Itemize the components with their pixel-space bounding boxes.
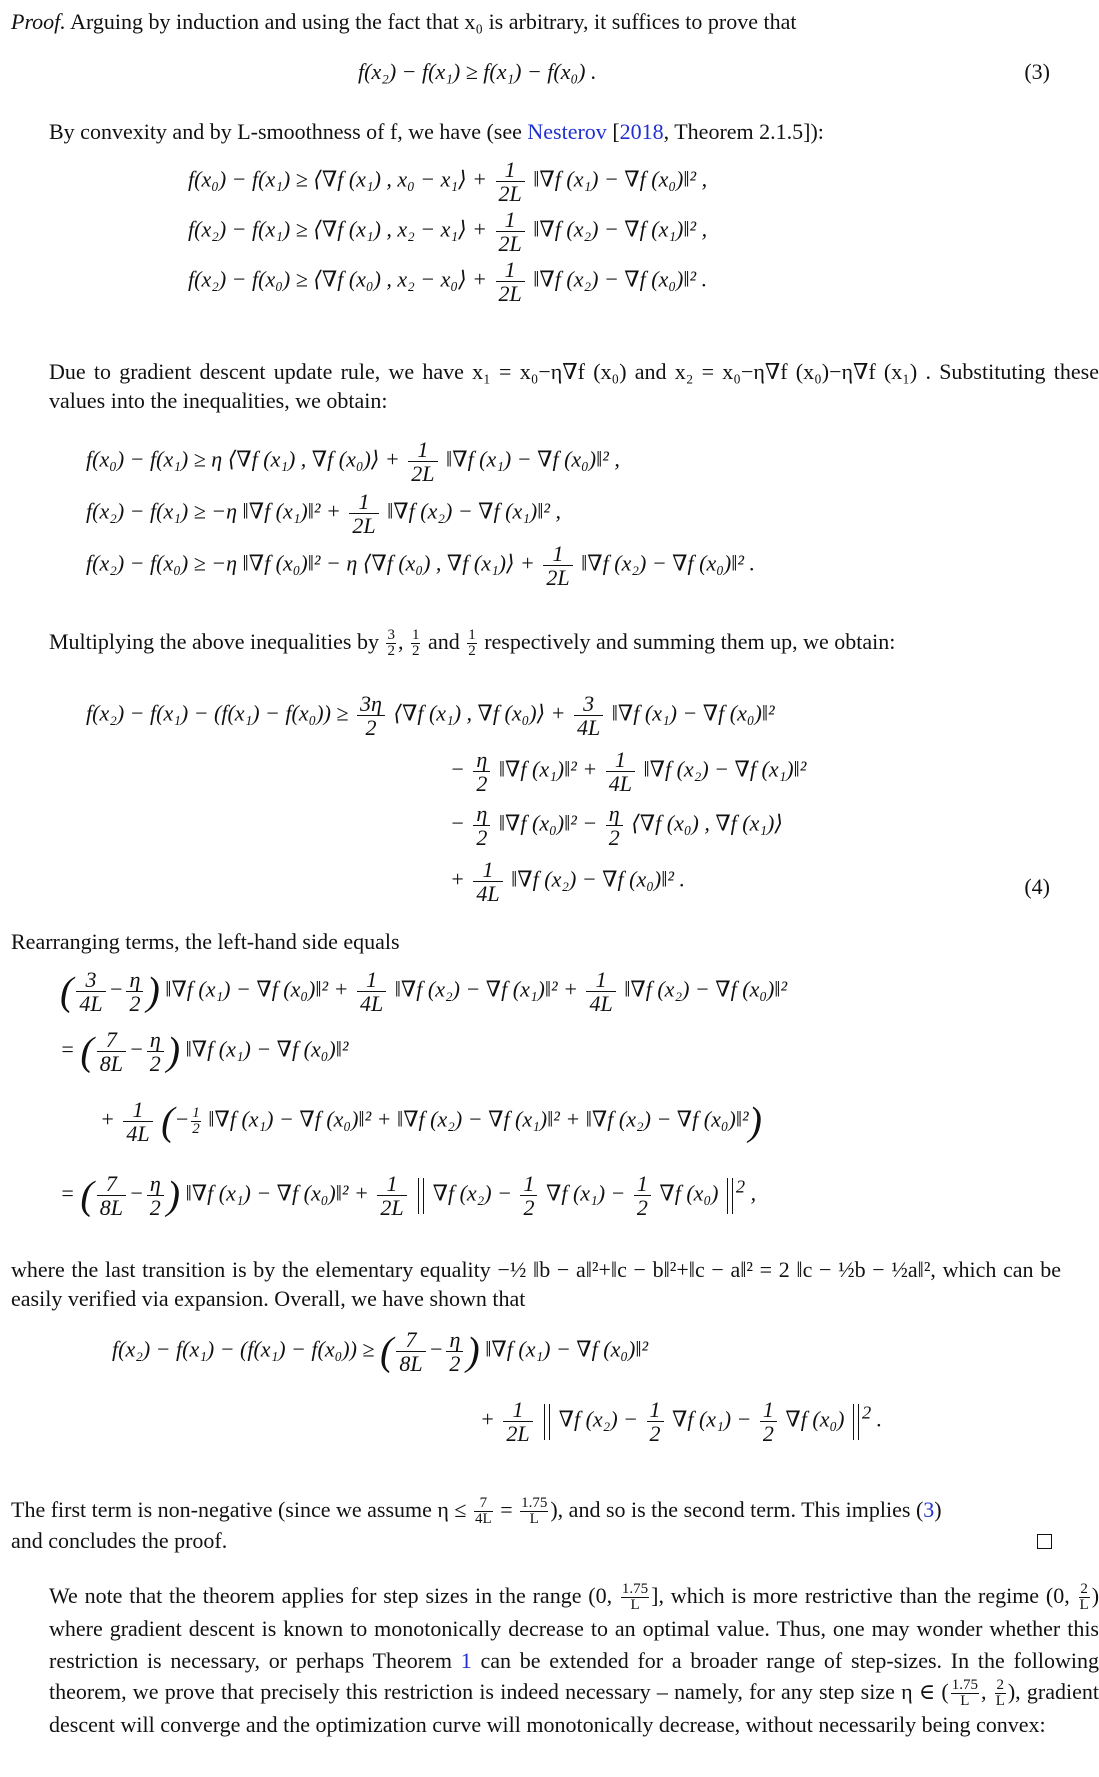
inequality-b-2 — [86, 490, 561, 537]
equation-4-term: ⟨∇f (x₁) , ∇f (x₀)⟩ + — [393, 700, 566, 726]
fraction-eta-over-2: $\frac{\eta}{2}$ — [473, 802, 490, 849]
fraction-2-over-L: $\frac{2}{L}$ — [995, 1677, 1005, 1710]
equation-4-term: ‖∇f (x₂) − ∇f (x₁)‖² — [643, 756, 807, 782]
convexity-paragraph — [11, 118, 1099, 147]
final-term: ∇f (x₀) — [785, 1406, 845, 1432]
fraction-one-half: $\frac{1}{2}$ — [468, 627, 476, 660]
inequality-lhs: f(x₂) − f(x₁) ≥ −η ‖∇f (x₁)‖² + — [86, 498, 341, 524]
equation-4-term: ‖∇f (x₁) − ∇f (x₀)‖² — [611, 700, 775, 726]
inequality-b-3 — [86, 542, 755, 589]
equation-number-4: (4) — [1024, 874, 1050, 899]
norm-bar-right — [727, 1178, 733, 1214]
rearranged-line-4: = ( $\frac{7}{8L}$ − $\frac{\eta}{2}$ ) ‖∇f (x₁) − ∇f (x₀)‖² + $\frac{1}{2L}$ ∇f (x₂) − $\frac{1}{2}$ ∇f (x₁) − $\frac{1}{2}$ ∇f (x₀) $^2$ , — [60, 1171, 757, 1221]
fraction-one-half: $\frac{1}{2}$ — [192, 1105, 200, 1138]
fraction-1-over-4L: $\frac{1}{4L}$ — [606, 748, 635, 795]
note-paragraph: We note that the theorem applies for step sizes in the range (0, $\frac{1.75}{L}$ ], which is more restrictive than the regime (0, $\frac{2}{L}$ ) where gradient descent is known to monotonically decrease to an optimal value. Thus, one may wonder whether this restriction is necessary, or perhaps Theorem 1 can be extended for a broader range of step-sizes. In the following theorem, we prove that precisely this restriction is indeed necessary – namely, for any step size η ∈ ( $\frac{1.75}{L}$ , $\frac{2}{L}$ ), gradient descent will converge and the optimization curve will monotonically decrease, without necessarily being convex: — [49, 1581, 1099, 1738]
equation-4-lhs: f(x₂) − f(x₁) − (f(x₁) − f(x₀)) ≥ — [86, 700, 349, 726]
fraction-3-over-4L: $\frac{3}{4L}$ — [574, 692, 603, 739]
fraction-7-over-8L: $\frac{7}{8L}$ — [396, 1328, 425, 1375]
fraction-1-over-4L: $\frac{1}{4L}$ — [586, 968, 615, 1015]
inequality-rhs: ‖∇f (x₂) − ∇f (x₀)‖² . — [581, 550, 755, 576]
fraction-2-over-L: $\frac{2}{L}$ — [1079, 1581, 1089, 1614]
norm-bar-right — [853, 1404, 859, 1440]
fraction-one-over-2L: $\frac{1}{2L}$ — [503, 1398, 532, 1445]
fraction-7-over-8L: $\frac{7}{8L}$ — [97, 1028, 126, 1075]
rearranged-term: ∇f (x₁) − — [545, 1180, 626, 1206]
rearranged-term: ‖∇f (x₁) − ∇f (x₀)‖² + ‖∇f (x₂) − ∇f (x₁)‖² + ‖∇f (x₂) − ∇f (x₀)‖² — [208, 1106, 749, 1132]
citation-year-link[interactable]: 2018 — [619, 119, 664, 144]
final-inequality-line-2: + $\frac{1}{2L}$ ∇f (x₂) − $\frac{1}{2}$ ∇f (x₁) − $\frac{1}{2}$ ∇f (x₀) $^2$ . — [480, 1397, 883, 1447]
fraction-one-over-2L: $\frac{1}{2L}$ — [496, 258, 525, 305]
where-paragraph: where the last transition is by the elementary equality −½ ‖b − a‖²+‖c − b‖²+‖c − a‖² = 2 ‖c − ½b − ½a‖², which can be easily verified via expansion. Overall, we have shown that — [11, 1257, 1061, 1311]
fraction-one-over-2L: $\frac{1}{2L}$ — [496, 158, 525, 205]
qed-box-icon — [1037, 1534, 1052, 1549]
first-term-text: ) — [934, 1497, 942, 1522]
fraction-one-over-2L: $\frac{1}{2L}$ — [349, 490, 378, 537]
fraction-1.75-over-L: $\frac{1.75}{L}$ — [621, 1581, 649, 1614]
equation-4-line-3: − $\frac{\eta}{2}$ ‖∇f (x₀)‖² − $\frac{\eta}{2}$ ⟨∇f (x₀) , ∇f (x₁)⟩ — [450, 801, 783, 851]
rearranged-term: ‖∇f (x₁) − ∇f (x₀)‖² + — [185, 1180, 369, 1206]
final-lhs: f(x₂) − f(x₁) − (f(x₁) − f(x₀)) ≥ — [112, 1336, 375, 1362]
note-text: ) where gradient descent is known to monotonically decrease to an optimal value. Thus, one may wonder whether this restriction is necessary, or perhaps Theorem — [49, 1583, 1099, 1673]
first-term-text: The first term is non-negative (since we assume η ≤ — [11, 1497, 467, 1522]
rearranged-term: ‖∇f (x₁) − ∇f (x₀)‖² + — [165, 976, 349, 1002]
equation-3-link[interactable]: 3 — [923, 1497, 935, 1522]
fraction-eta-over-2: $\frac{\eta}{2}$ — [126, 968, 143, 1015]
inequality-lhs: f(x₀) − f(x₁) ≥ ⟨∇f (x₁) , x₀ − x₁⟩ + — [188, 166, 487, 192]
fraction-1-over-4L: $\frac{1}{4L}$ — [473, 858, 502, 905]
proof-intro-text: Arguing by induction and using the fact that x₀ is arbitrary, it suffices to prove that — [70, 9, 797, 34]
norm-bar-left — [544, 1404, 550, 1440]
inequality-rhs: ‖∇f (x₂) − ∇f (x₀)‖² . — [533, 266, 708, 292]
fraction-three-halves: $\frac{3}{2}$ — [387, 627, 395, 660]
multiply-paragraph: Multiplying the above inequalities by $\frac{3}{2}$ , $\frac{1}{2}$ and $\frac{1}{2}$ respectively and summing them up, we obtain: — [49, 627, 896, 660]
fraction-one-over-2L: $\frac{1}{2L}$ — [377, 1172, 406, 1219]
fraction-7-over-8L: $\frac{7}{8L}$ — [97, 1172, 126, 1219]
note-text: can be extended for a broader range of step-sizes. In the following theorem, we prove that precisely this restriction is indeed necessary – namely, for any step size η ∈ ( — [49, 1647, 1099, 1704]
fraction-1.75-over-L: $\frac{1.75}{L}$ — [951, 1677, 978, 1710]
inequality-lhs: f(x₂) − f(x₁) ≥ ⟨∇f (x₁) , x₂ − x₁⟩ + — [188, 216, 487, 242]
fraction-eta-over-2: $\frac{\eta}{2}$ — [606, 802, 623, 849]
fraction-1.75-over-L: $\frac{1.75}{L}$ — [521, 1495, 548, 1528]
inequality-rhs: ‖∇f (x₁) − ∇f (x₀)‖² , — [446, 446, 620, 472]
final-term: ∇f (x₂) − — [558, 1406, 638, 1432]
fraction-eta-over-2: $\frac{\eta}{2}$ — [147, 1172, 164, 1219]
convexity-text: By convexity and by L-smoothness of f, we have (see — [49, 119, 528, 144]
multiply-rest: respectively and summing them up, we obtain: — [484, 629, 896, 654]
fraction-3-over-4L: $\frac{3}{4L}$ — [76, 968, 105, 1015]
note-text: ], which is more restrictive than the regime (0, — [651, 1583, 1070, 1608]
final-term: ∇f (x₁) − — [672, 1406, 752, 1432]
equals-sign: = — [500, 1497, 513, 1522]
inequality-lhs: f(x₂) − f(x₀) ≥ ⟨∇f (x₀) , x₂ − x₀⟩ + — [188, 266, 487, 292]
fraction-one-over-2L: $\frac{1}{2L}$ — [543, 542, 572, 589]
rearrange-paragraph: Rearranging terms, the left-hand side equals — [11, 929, 400, 954]
rearranged-term: ‖∇f (x₂) − ∇f (x₁)‖² + — [394, 976, 578, 1002]
fraction-1-over-4L: $\frac{1}{4L}$ — [123, 1098, 152, 1145]
equation-4-line-1 — [86, 692, 775, 739]
conclude-text: and concludes the proof. — [11, 1528, 228, 1554]
fraction-one-over-2L: $\frac{1}{2L}$ — [408, 438, 437, 485]
proof-intro — [11, 8, 1061, 37]
multiply-and: and — [427, 629, 460, 654]
rearranged-line-1: ( $\frac{3}{4L}$ − $\frac{\eta}{2}$ ) ‖∇f (x₁) − ∇f (x₀)‖² + $\frac{1}{4L}$ ‖∇f (x₂) − ∇f (x₁)‖² + $\frac{1}{4L}$ ‖∇f (x₂) − ∇f (x₀)‖² — [60, 967, 788, 1017]
rearranged-term: ‖∇f (x₁) − ∇f (x₀)‖² — [185, 1036, 349, 1062]
fraction-eta-over-2: $\frac{\eta}{2}$ — [446, 1328, 463, 1375]
fraction-one-half: $\frac{1}{2}$ — [634, 1172, 651, 1219]
inequality-a-1 — [188, 158, 707, 205]
fraction-eta-over-2: $\frac{\eta}{2}$ — [473, 748, 490, 795]
theorem-1-link[interactable]: 1 — [460, 1647, 472, 1673]
inequality-rhs: ‖∇f (x₂) − ∇f (x₁)‖² , — [533, 216, 708, 242]
proof-label: Proof. — [11, 9, 66, 34]
equation-4-line-4: + $\frac{1}{4L}$ ‖∇f (x₂) − ∇f (x₀)‖² . — [450, 857, 685, 907]
rearranged-term: ‖∇f (x₂) − ∇f (x₀)‖² — [624, 976, 788, 1002]
inequality-b-1 — [86, 438, 620, 485]
fraction-one-over-2L: $\frac{1}{2L}$ — [496, 208, 525, 255]
citation-rest: , Theorem 2.1.5]): — [663, 119, 824, 144]
final-term: ‖∇f (x₁) − ∇f (x₀)‖² — [485, 1336, 649, 1362]
first-term-text: ), and so is the second term. This implies ( — [550, 1497, 924, 1522]
fraction-eta-over-2: $\frac{\eta}{2}$ — [147, 1028, 164, 1075]
inequality-lhs: f(x₀) − f(x₁) ≥ η ⟨∇f (x₁) , ∇f (x₀)⟩ + — [86, 446, 400, 472]
inequality-a-2 — [188, 208, 707, 255]
note-text: ), gradient descent will converge and the optimization curve will monotonically decrease, without necessarily being convex: — [49, 1678, 1099, 1738]
equation-3: f(x₂) − f(x₁) ≥ f(x₁) − f(x₀) . — [358, 59, 597, 84]
inequality-a-3 — [188, 258, 707, 305]
equation-4-line-2: − $\frac{\eta}{2}$ ‖∇f (x₁)‖² + $\frac{1}{4L}$ ‖∇f (x₂) − ∇f (x₁)‖² — [450, 747, 807, 797]
fraction-1-over-4L: $\frac{1}{4L}$ — [357, 968, 386, 1015]
rearranged-line-3: + $\frac{1}{4L}$ (− $\frac{1}{2}$ ‖∇f (x₁) − ∇f (x₀)‖² + ‖∇f (x₂) − ∇f (x₁)‖² + ‖∇f (x₂) − ∇f (x₀)‖²) — [100, 1097, 762, 1147]
norm-bar-left — [418, 1178, 424, 1214]
final-inequality-line-1: f(x₂) − f(x₁) − (f(x₁) − f(x₀)) ≥ ( $\frac{7}{8L}$ − $\frac{\eta}{2}$ ) ‖∇f (x₁) − ∇f (x₀)‖² — [112, 1327, 649, 1377]
fraction-one-half: $\frac{1}{2}$ — [411, 627, 420, 660]
rearranged-term: ∇f (x₀) — [659, 1180, 719, 1206]
inequality-lhs: f(x₂) − f(x₀) ≥ −η ‖∇f (x₀)‖² − η ⟨∇f (x₀) , ∇f (x₁)⟩ + — [86, 550, 535, 576]
equation-4-term: ⟨∇f (x₀) , ∇f (x₁)⟩ — [631, 810, 783, 836]
equation-4-term: ‖∇f (x₂) − ∇f (x₀)‖² . — [511, 866, 685, 892]
first-term-paragraph — [11, 1496, 1061, 1556]
equation-4-term: ‖∇f (x₀)‖² − — [498, 810, 598, 836]
rearranged-term: ∇f (x₂) − — [432, 1180, 512, 1206]
update-rule-paragraph: Due to gradient descent update rule, we have x₁ = x₀−η∇f (x₀) and x₂ = x₀−η∇f (x₀)−η∇f (x₁) . Substituting these values into the inequalities, we obtain: — [49, 359, 1099, 413]
fraction-one-half: $\frac{1}{2}$ — [647, 1398, 664, 1445]
fraction-one-half: $\frac{1}{2}$ — [520, 1172, 537, 1219]
inequality-rhs: ‖∇f (x₂) − ∇f (x₁)‖² , — [387, 498, 561, 524]
rearranged-line-2: = ( $\frac{7}{8L}$ − $\frac{\eta}{2}$ ) ‖∇f (x₁) − ∇f (x₀)‖² — [60, 1027, 349, 1077]
equation-number-3: (3) — [1024, 59, 1050, 84]
note-text: We note that the theorem applies for step sizes in the range (0, — [49, 1583, 613, 1608]
equation-4-term: ‖∇f (x₁)‖² + — [498, 756, 598, 782]
multiply-text: Multiplying the above inequalities by — [49, 629, 379, 654]
fraction-7-over-4L: $\frac{7}{4L}$ — [475, 1495, 492, 1528]
fraction-one-half: $\frac{1}{2}$ — [760, 1398, 777, 1445]
inequality-rhs: ‖∇f (x₁) − ∇f (x₀)‖² , — [533, 166, 708, 192]
fraction-3eta-over-2: $\frac{3\eta}{2}$ — [357, 692, 385, 739]
citation-author-link[interactable]: Nesterov — [527, 119, 607, 144]
citation-bracket: [ — [606, 119, 620, 144]
